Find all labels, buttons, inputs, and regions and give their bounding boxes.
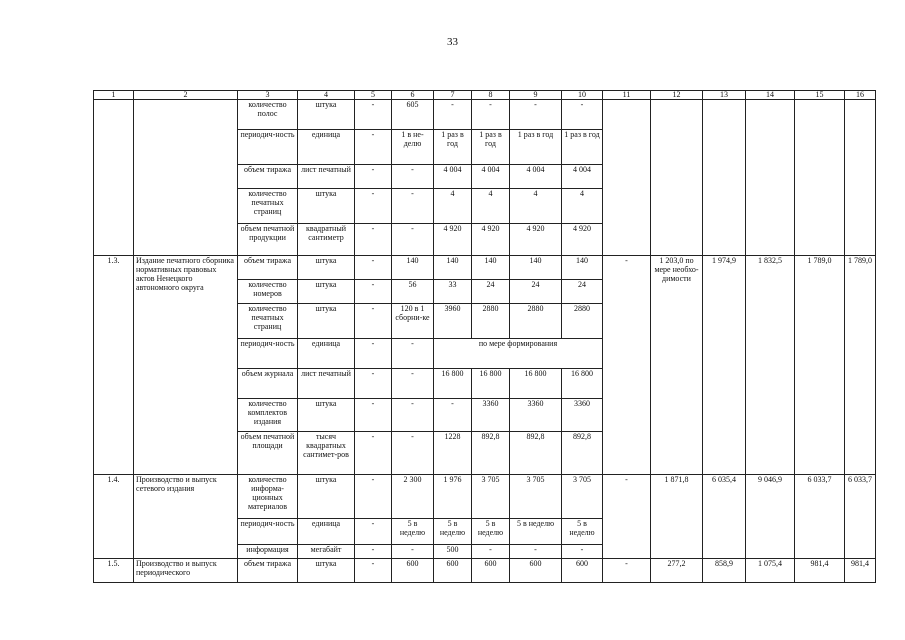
col16-cell: 1 789,0	[845, 256, 876, 475]
value-cell: 892,8	[472, 432, 510, 475]
value-cell: 600	[472, 559, 510, 583]
value-cell: 4 004	[510, 165, 562, 189]
value-cell: 5 в неделю	[562, 519, 603, 545]
value-cell: 140	[510, 256, 562, 280]
header-row	[94, 91, 876, 100]
unit-cell: штука	[298, 399, 355, 432]
column-header: 1	[94, 91, 134, 100]
value-cell: -	[355, 559, 392, 583]
value-cell: -	[355, 304, 392, 339]
value-cell: 3 705	[472, 475, 510, 519]
item-number-cell: 1.4.	[94, 475, 134, 559]
value-cell: 4	[562, 189, 603, 224]
value-cell: 140	[392, 256, 434, 280]
value-cell: 3360	[562, 399, 603, 432]
value-cell: 1 в не-делю	[392, 130, 434, 165]
value-cell: 140	[434, 256, 472, 280]
column-header: 4	[298, 91, 355, 100]
value-cell: 16 800	[434, 369, 472, 399]
column-header: 10	[562, 91, 603, 100]
value-cell: 4 920	[510, 224, 562, 256]
value-cell: -	[392, 369, 434, 399]
value-cell: -	[472, 545, 510, 559]
col13-cell: 1 974,9	[703, 256, 746, 475]
value-cell: 5 в неделю	[434, 519, 472, 545]
value-cell: -	[355, 256, 392, 280]
value-cell: -	[434, 399, 472, 432]
column-header: 14	[746, 91, 795, 100]
value-cell: -	[355, 432, 392, 475]
column-header: 12	[651, 91, 703, 100]
value-cell: 3960	[434, 304, 472, 339]
col15-cell	[795, 100, 845, 256]
indicator-name: объем печатной площади	[238, 432, 298, 475]
value-cell: -	[434, 100, 472, 130]
value-cell: 4 920	[472, 224, 510, 256]
value-cell: 1 раз в год	[434, 130, 472, 165]
page-number: 33	[447, 36, 458, 48]
value-cell: 5 в неделю	[510, 519, 562, 545]
value-cell: 4 004	[472, 165, 510, 189]
column-header: 13	[703, 91, 746, 100]
value-cell: -	[355, 280, 392, 304]
value-cell: -	[562, 100, 603, 130]
value-cell: -	[355, 165, 392, 189]
value-cell: -	[392, 545, 434, 559]
value-cell: -	[355, 545, 392, 559]
value-cell: 892,8	[510, 432, 562, 475]
value-cell: 2880	[510, 304, 562, 339]
value-cell: 24	[510, 280, 562, 304]
column-header: 9	[510, 91, 562, 100]
value-cell: 600	[562, 559, 603, 583]
unit-cell: единица	[298, 130, 355, 165]
column-header: 8	[472, 91, 510, 100]
unit-cell: мегабайт	[298, 545, 355, 559]
unit-cell: штука	[298, 559, 355, 583]
indicator-name: объем тиража	[238, 559, 298, 583]
column-header: 16	[845, 91, 876, 100]
col16-cell: 981,4	[845, 559, 876, 583]
value-cell: 1 раз в год	[562, 130, 603, 165]
indicator-name: количество полос	[238, 100, 298, 130]
unit-cell: лист печатный	[298, 369, 355, 399]
value-cell: 120 в 1 сборни-ке	[392, 304, 434, 339]
value-cell: 33	[434, 280, 472, 304]
value-cell: 600	[434, 559, 472, 583]
value-cell: 4 920	[562, 224, 603, 256]
value-cell: 16 800	[472, 369, 510, 399]
col12-cell: 1 203,0 по мере необхо-димости	[651, 256, 703, 475]
column-header: 5	[355, 91, 392, 100]
col16-cell: 6 033,7	[845, 475, 876, 559]
value-cell: -	[392, 432, 434, 475]
indicator-name: количество комплектов издания	[238, 399, 298, 432]
indicator-name: количество номеров	[238, 280, 298, 304]
value-cell: 3 705	[510, 475, 562, 519]
table-row	[94, 475, 876, 519]
item-number-cell	[94, 100, 134, 256]
col14-cell: 1 075,4	[746, 559, 795, 583]
column-header: 3	[238, 91, 298, 100]
table-row	[94, 559, 876, 583]
value-cell: 24	[562, 280, 603, 304]
indicator-name: периодич-ность	[238, 339, 298, 369]
value-cell: 605	[392, 100, 434, 130]
value-cell: -	[355, 475, 392, 519]
unit-cell: квадратный сантиметр	[298, 224, 355, 256]
value-cell: -	[355, 339, 392, 369]
col14-cell	[746, 100, 795, 256]
value-cell: 600	[392, 559, 434, 583]
value-cell: 1 раз в год	[510, 130, 562, 165]
col12-cell: 1 871,8	[651, 475, 703, 559]
col11-cell: -	[603, 559, 651, 583]
value-cell: 4 004	[434, 165, 472, 189]
value-cell: 16 800	[562, 369, 603, 399]
indicator-name: количество печатных страниц	[238, 304, 298, 339]
value-cell: 5 в неделю	[392, 519, 434, 545]
unit-cell: лист печатный	[298, 165, 355, 189]
col15-cell: 6 033,7	[795, 475, 845, 559]
value-cell: 4	[472, 189, 510, 224]
unit-cell: штука	[298, 304, 355, 339]
column-header: 2	[134, 91, 238, 100]
col13-cell: 6 035,4	[703, 475, 746, 559]
item-number-cell: 1.3.	[94, 256, 134, 475]
value-cell: 140	[562, 256, 603, 280]
col15-cell: 981,4	[795, 559, 845, 583]
value-cell: -	[392, 165, 434, 189]
value-cell: 3360	[510, 399, 562, 432]
indicator-name: объем печатной продукции	[238, 224, 298, 256]
unit-cell: штука	[298, 280, 355, 304]
item-name-cell	[134, 100, 238, 256]
col13-cell	[703, 100, 746, 256]
col16-cell	[845, 100, 876, 256]
value-cell: -	[355, 519, 392, 545]
value-cell: 5 в неделю	[472, 519, 510, 545]
column-header: 6	[392, 91, 434, 100]
value-cell: 1 976	[434, 475, 472, 519]
value-cell: -	[355, 224, 392, 256]
item-name-cell: Производство и выпуск сетевого издания	[134, 475, 238, 559]
column-header: 7	[434, 91, 472, 100]
value-cell: 600	[510, 559, 562, 583]
item-name-cell: Производство и выпуск периодического	[134, 559, 238, 583]
value-cell: -	[392, 224, 434, 256]
col15-cell: 1 789,0	[795, 256, 845, 475]
unit-cell: единица	[298, 339, 355, 369]
col11-cell: -	[603, 256, 651, 475]
unit-cell: единица	[298, 519, 355, 545]
value-cell: 2 300	[392, 475, 434, 519]
value-cell: 2880	[472, 304, 510, 339]
indicator-name: количество печатных страниц	[238, 189, 298, 224]
value-cell: 1 раз в год	[472, 130, 510, 165]
table-row	[94, 100, 876, 130]
value-cell: -	[562, 545, 603, 559]
indicator-name: количество информа-ционных материалов	[238, 475, 298, 519]
value-cell: -	[510, 100, 562, 130]
column-header: 11	[603, 91, 651, 100]
indicator-name: объем журнала	[238, 369, 298, 399]
value-cell: 3 705	[562, 475, 603, 519]
budget-table	[93, 90, 876, 583]
value-cell: -	[355, 189, 392, 224]
value-cell: 140	[472, 256, 510, 280]
unit-cell: штука	[298, 100, 355, 130]
value-cell: 892,8	[562, 432, 603, 475]
value-cell: 4 004	[562, 165, 603, 189]
indicator-name: объем тиража	[238, 256, 298, 280]
indicator-name: периодич-ность	[238, 130, 298, 165]
value-cell: 4	[434, 189, 472, 224]
col12-cell	[651, 100, 703, 256]
value-cell: 2880	[562, 304, 603, 339]
value-cell: -	[510, 545, 562, 559]
value-cell: 500	[434, 545, 472, 559]
column-header: 15	[795, 91, 845, 100]
value-cell: 4 920	[434, 224, 472, 256]
value-cell: -	[355, 369, 392, 399]
value-cell: 3360	[472, 399, 510, 432]
value-cell: -	[392, 339, 434, 369]
value-cell: 4	[510, 189, 562, 224]
col13-cell: 858,9	[703, 559, 746, 583]
value-cell: -	[355, 399, 392, 432]
item-number-cell: 1.5.	[94, 559, 134, 583]
item-name-cell: Издание печатного сборника нормативных правовых актов Ненецкого автономного округа	[134, 256, 238, 475]
table-row	[94, 256, 876, 280]
value-cell: 16 800	[510, 369, 562, 399]
col11-cell: -	[603, 475, 651, 559]
value-cell: 1228	[434, 432, 472, 475]
col14-cell: 1 832,5	[746, 256, 795, 475]
unit-cell: штука	[298, 475, 355, 519]
col11-cell	[603, 100, 651, 256]
value-cell: -	[392, 399, 434, 432]
value-cell: -	[355, 130, 392, 165]
unit-cell: тысяч квадратных сантимет-ров	[298, 432, 355, 475]
indicator-name: информация	[238, 545, 298, 559]
value-cell: -	[355, 100, 392, 130]
col12-cell: 277,2	[651, 559, 703, 583]
value-cell: 56	[392, 280, 434, 304]
value-cell: -	[472, 100, 510, 130]
value-cell: -	[392, 189, 434, 224]
value-cell: 24	[472, 280, 510, 304]
indicator-name: периодич-ность	[238, 519, 298, 545]
unit-cell: штука	[298, 189, 355, 224]
unit-cell: штука	[298, 256, 355, 280]
indicator-name: объем тиража	[238, 165, 298, 189]
merged-value-cell: по мере формирования	[434, 339, 603, 369]
col14-cell: 9 046,9	[746, 475, 795, 559]
